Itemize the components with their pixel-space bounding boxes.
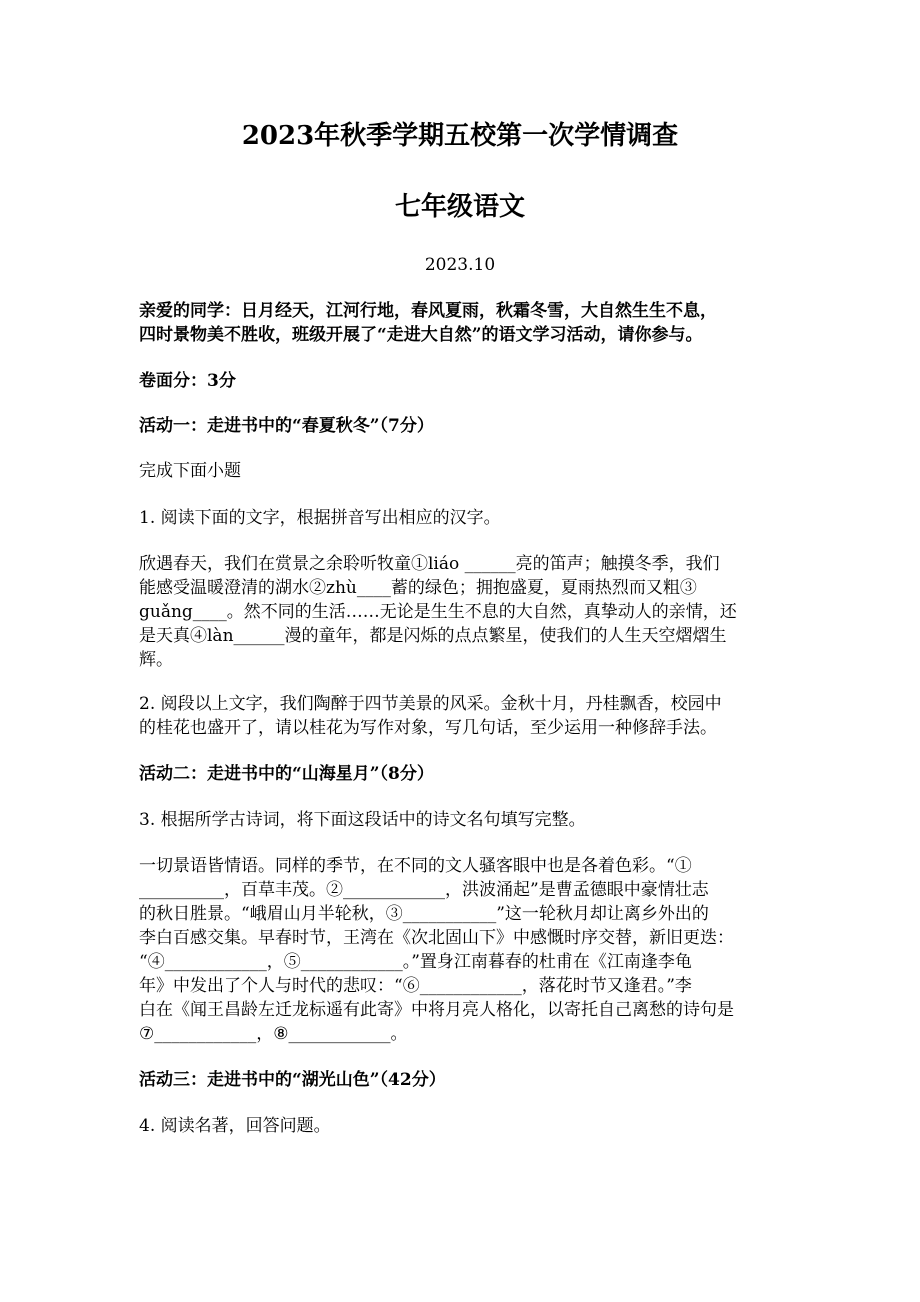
q3-line-6: 年》中发出了个人与时代的悲叹：“⑥____________，落花时节又逢君。”李: [139, 976, 692, 996]
activity2-heading: 活动二：走进书中的“山海星月”（8分）: [139, 764, 434, 784]
q3-line-5: “④____________，⑤____________。”置身江南暮春的杜甫在《江南逢李龟: [139, 952, 692, 972]
paper-score: 卷面分：3分: [139, 371, 236, 391]
exam-title: 2023年秋季学期五校第一次学情调查: [241, 121, 679, 151]
q3-line-4: 李白百感交集。早春时节，王湾在《次北固山下》中感慨时序交替，新旧更迭：: [139, 928, 734, 948]
activity1-heading: 活动一：走进书中的“春夏秋冬”（7分）: [139, 416, 434, 436]
activity1-instruction: 完成下面小题: [139, 461, 241, 481]
q3-prompt: 3. 根据所学古诗词，将下面这段话中的诗文名句填写完整。: [139, 810, 586, 830]
exam-date: 2023.10: [424, 255, 496, 275]
q1-line-2: 能感受温暖澄清的湖水②zhù____蓄的绿色；拥抱盛夏，夏雨热烈而又粗③: [139, 578, 697, 598]
q1-line-1: 欣遇春天，我们在赏景之余聆听牧童①liáo ______亮的笛声；触摸冬季，我们: [139, 554, 720, 574]
q3-line-7: 白在《闻王昌龄左迁龙标遥有此寄》中将月亮人格化，以寄托自己离愁的诗句是: [139, 1000, 734, 1020]
exam-subtitle: 七年级语文: [394, 192, 525, 222]
intro-line-1: 亲爱的同学：日月经天，江河行地，春风夏雨，秋霜冬雪，大自然生生不息，: [139, 301, 717, 321]
q4-prompt: 4. 阅读名著，回答问题。: [139, 1116, 331, 1136]
intro-line-2: 四时景物美不胜收，班级开展了“走进大自然”的语文学习活动，请你参与。: [139, 325, 703, 345]
q3-line-2: __________，百草丰茂。②____________，洪波涌起”是曹孟德眼中豪情壮志: [139, 880, 709, 900]
q1-line-4: 是天真④làn______漫的童年，都是闪烁的点点繁星，使我们的人生天空熠熠生: [139, 626, 727, 646]
q1-line-3: guǎng____。然不同的生活……无论是生生不息的大自然，真挚动人的亲情，还: [139, 602, 737, 622]
activity3-heading: 活动三：走进书中的“湖光山色”（42分）: [139, 1070, 446, 1090]
q3-line-3: 的秋日胜景。“峨眉山月半轮秋，③___________”这一轮秋月却让离乡外出的: [139, 904, 709, 924]
q3-line-1: 一切景语皆情语。同样的季节，在不同的文人骚客眼中也是各着色彩。“①: [139, 856, 692, 876]
q1-line-5: 辉。: [139, 650, 173, 670]
q3-line-8: ⑦____________，⑧____________。: [139, 1024, 408, 1044]
q1-prompt: 1. 阅读下面的文字，根据拼音写出相应的汉字。: [139, 508, 501, 528]
q2-line-2: 的桂花也盛开了，请以桂花为写作对象，写几句话，至少运用一种修辞手法。: [139, 718, 717, 738]
q2-line-1: 2. 阅段以上文字，我们陶醉于四节美景的风采。金秋十月，丹桂飘香，校园中: [139, 694, 722, 714]
